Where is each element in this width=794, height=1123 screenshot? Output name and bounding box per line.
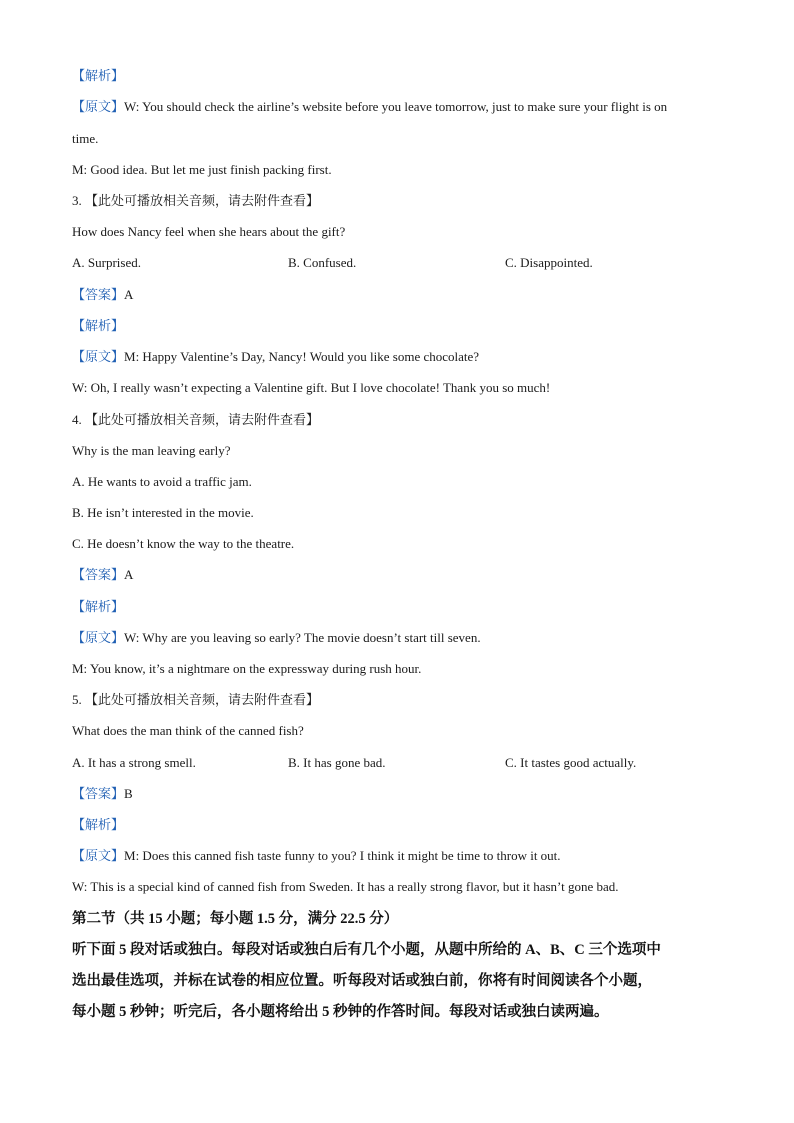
question-5-answer: 【答案】B: [72, 786, 133, 801]
question-4-answer: 【答案】A: [72, 567, 134, 582]
question-3-option-a: A. Surprised.: [72, 255, 141, 270]
question-5-text: What does the man think of the canned fish?: [72, 723, 304, 738]
question-5-option-b: B. It has gone bad.: [288, 755, 386, 770]
answer-label: 【答案】: [72, 786, 125, 801]
question-3-text: How does Nancy feel when she hears about the gift?: [72, 224, 346, 239]
analysis-label: 【解析】: [72, 318, 125, 333]
transcript-line: 【原文】W: Why are you leaving so early? The movie doesn’t start till seven.: [72, 630, 481, 645]
question-5-option-a: A. It has a strong smell.: [72, 755, 196, 770]
question-4-option-b: B. He isn’t interested in the movie.: [72, 505, 254, 520]
question-5-option-c: C. It tastes good actually.: [505, 755, 637, 770]
analysis-label: 【解析】: [72, 599, 125, 614]
question-3-option-b: B. Confused.: [288, 255, 357, 270]
transcript-line-continued: time.: [72, 131, 99, 146]
question-4-header: 4. 【此处可播放相关音频，请去附件查看】: [72, 412, 320, 427]
transcript-line: M: You know, it’s a nightmare on the expressway during rush hour.: [72, 661, 422, 676]
analysis-label: 【解析】: [72, 68, 125, 83]
analysis-label: 【解析】: [72, 817, 125, 832]
transcript-line: 【原文】W: You should check the airline’s website before you leave tomorrow, just to make sure your flight is on: [72, 99, 668, 114]
transcript-line: 【原文】M: Happy Valentine’s Day, Nancy! Would you like some chocolate?: [72, 349, 480, 364]
original-label: 【原文】: [72, 349, 125, 364]
question-3-answer: 【答案】A: [72, 287, 134, 302]
transcript-line: 【原文】M: Does this canned fish taste funny to you? I think it might be time to throw it out.: [72, 848, 561, 863]
section-2-instructions: 每小题 5 秒钟；听完后，各小题将给出 5 秒钟的作答时间。每段对话或独白读两遍。: [72, 1004, 609, 1020]
answer-label: 【答案】: [72, 567, 125, 582]
section-2-title: 第二节（共 15 小题；每小题 1.5 分，满分 22.5 分）: [72, 911, 399, 927]
section-2-instructions: 选出最佳选项，并标在试卷的相应位置。听每段对话或独白前，你将有时间阅读各个小题，: [72, 973, 652, 989]
question-4-option-c: C. He doesn’t know the way to the theatre.: [72, 536, 295, 551]
section-2-instructions: 听下面 5 段对话或独白。每段对话或独白后有几个小题，从题中所给的 A、B、C 三个选项中: [72, 942, 661, 958]
question-4-option-a: A. He wants to avoid a traffic jam.: [72, 474, 252, 489]
question-5-header: 5. 【此处可播放相关音频，请去附件查看】: [72, 692, 320, 707]
original-label: 【原文】: [72, 99, 125, 114]
transcript-line: W: Oh, I really wasn’t expecting a Valentine gift. But I love chocolate! Thank you so much!: [72, 380, 551, 395]
original-label: 【原文】: [72, 848, 125, 863]
transcript-line: W: This is a special kind of canned fish from Sweden. It has a really strong flavor, but it hasn’t gone bad.: [72, 879, 619, 894]
question-3-header: 3. 【此处可播放相关音频，请去附件查看】: [72, 193, 320, 208]
question-3-option-c: C. Disappointed.: [505, 255, 593, 270]
original-label: 【原文】: [72, 630, 125, 645]
question-4-text: Why is the man leaving early?: [72, 443, 231, 458]
transcript-line: M: Good idea. But let me just finish packing first.: [72, 162, 332, 177]
answer-label: 【答案】: [72, 287, 125, 302]
